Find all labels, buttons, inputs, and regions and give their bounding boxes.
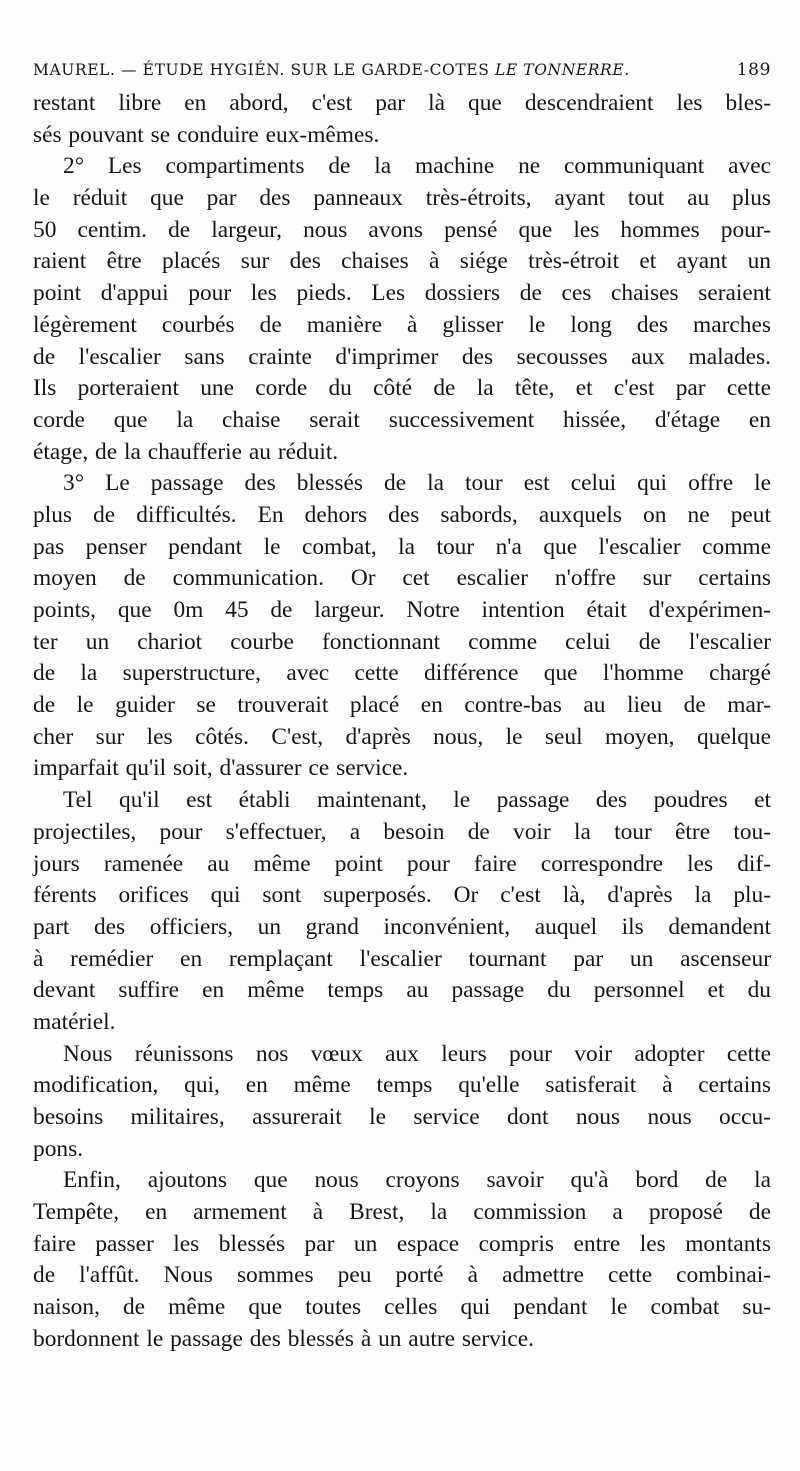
text-line: corde que la chaise serait successivement hissée, d'étage en	[33, 406, 771, 433]
running-head-prefix: MAUREL. — ÉTUDE HYGIÉN. SUR LE GARDE-COTES	[33, 61, 495, 79]
text-line: 3° Le passage des blessés de la tour est celui qui offre le	[63, 470, 771, 497]
text-line: pas penser pendant le combat, la tour n'a que l'escalier comme	[33, 533, 771, 560]
text-line: Enfin, ajoutons que nous croyons savoir qu'à bord de la	[63, 1167, 771, 1194]
text-line: légèrement courbés de manière à glisser le long des marches	[33, 311, 771, 338]
text-line: bordonnent le passage des blessés à un autre service.	[33, 1325, 534, 1352]
text-line: naison, de même que toutes celles qui pendant le combat su-	[33, 1294, 771, 1321]
text-line: modification, qui, en même temps qu'elle satisferait à certains	[33, 1072, 771, 1099]
page-header	[33, 60, 771, 90]
text-line: de l'affût. Nous sommes peu porté à admettre cette combinai-	[33, 1262, 771, 1289]
text-line: devant suffire en même temps au passage du personnel et du	[33, 977, 771, 1004]
text-line: de l'escalier sans crainte d'imprimer des secousses aux malades.	[33, 343, 771, 370]
text-line: Tempête, en armement à Brest, la commission a proposé de	[33, 1199, 771, 1226]
text-line: point d'appui pour les pieds. Les dossiers de ces chaises seraient	[33, 280, 771, 307]
running-head-italic: LE TONNERRE	[494, 61, 625, 79]
text-line: part des officiers, un grand inconvénient, auquel ils demandent	[33, 913, 771, 940]
text-line: Nous réunissons nos vœux aux leurs pour voir adopter cette	[63, 1040, 771, 1067]
text-line: besoins militaires, assurerait le service dont nous nous occu-	[33, 1104, 771, 1130]
text-line: matériel.	[33, 1008, 116, 1035]
text-line: 50 centim. de largeur, nous avons pensé que les hommes pour-	[33, 216, 771, 243]
text-line: 2° Les compartiments de la machine ne communiquant avec	[63, 153, 771, 180]
text-line: restant libre en abord, c'est par là que descendraient les bles-	[33, 90, 771, 116]
text-line: jours ramenée au même point pour faire correspondre les dif-	[33, 850, 771, 877]
text-line: de le guider se trouverait placé en contre-bas au lieu de mar-	[33, 692, 771, 719]
text-line: faire passer les blessés par un espace compris entre les montants	[33, 1230, 771, 1257]
page-number: 189	[736, 60, 771, 80]
text-line: imparfait qu'il soit, d'assurer ce service.	[33, 755, 409, 782]
text-line: moyen de communication. Or cet escalier n'offre sur certains	[33, 565, 771, 592]
text-line: Tel qu'il est établi maintenant, le passage des poudres et	[63, 787, 771, 814]
text-line: de la superstructure, avec cette différence que l'homme chargé	[33, 660, 771, 687]
text-line: plus de difficultés. En dehors des sabords, auxquels on ne peut	[33, 501, 771, 528]
text-line: à remédier en remplaçant l'escalier tournant par un ascenseur	[33, 945, 771, 972]
text-line: le réduit que par des panneaux très-étroits, ayant tout au plus	[33, 185, 771, 212]
text-line: sés pouvant se conduire eux-mêmes.	[33, 121, 380, 148]
running-head-suffix: .	[624, 61, 630, 79]
running-head	[33, 61, 630, 79]
text-line: pons.	[33, 1135, 84, 1162]
text-line: Ils porteraient une corde du côté de la tête, et c'est par cette	[33, 375, 771, 402]
text-line: férents orifices qui sont superposés. Or c'est là, d'après la plu-	[33, 882, 771, 909]
text-line: cher sur les côtés. C'est, d'après nous, le seul moyen, quelque	[33, 723, 771, 750]
text-line: raient être placés sur des chaises à siége très-étroit et ayant un	[33, 248, 771, 275]
text-line: points, que 0m 45 de largeur. Notre intention était d'expérimen-	[33, 597, 771, 623]
text-line: projectiles, pour s'effectuer, a besoin de voir la tour être tou-	[33, 818, 771, 845]
body-text	[33, 88, 771, 1356]
text-line: étage, de la chaufferie au réduit.	[33, 438, 339, 465]
text-line: ter un chariot courbe fonctionnant comme celui de l'escalier	[33, 628, 771, 655]
